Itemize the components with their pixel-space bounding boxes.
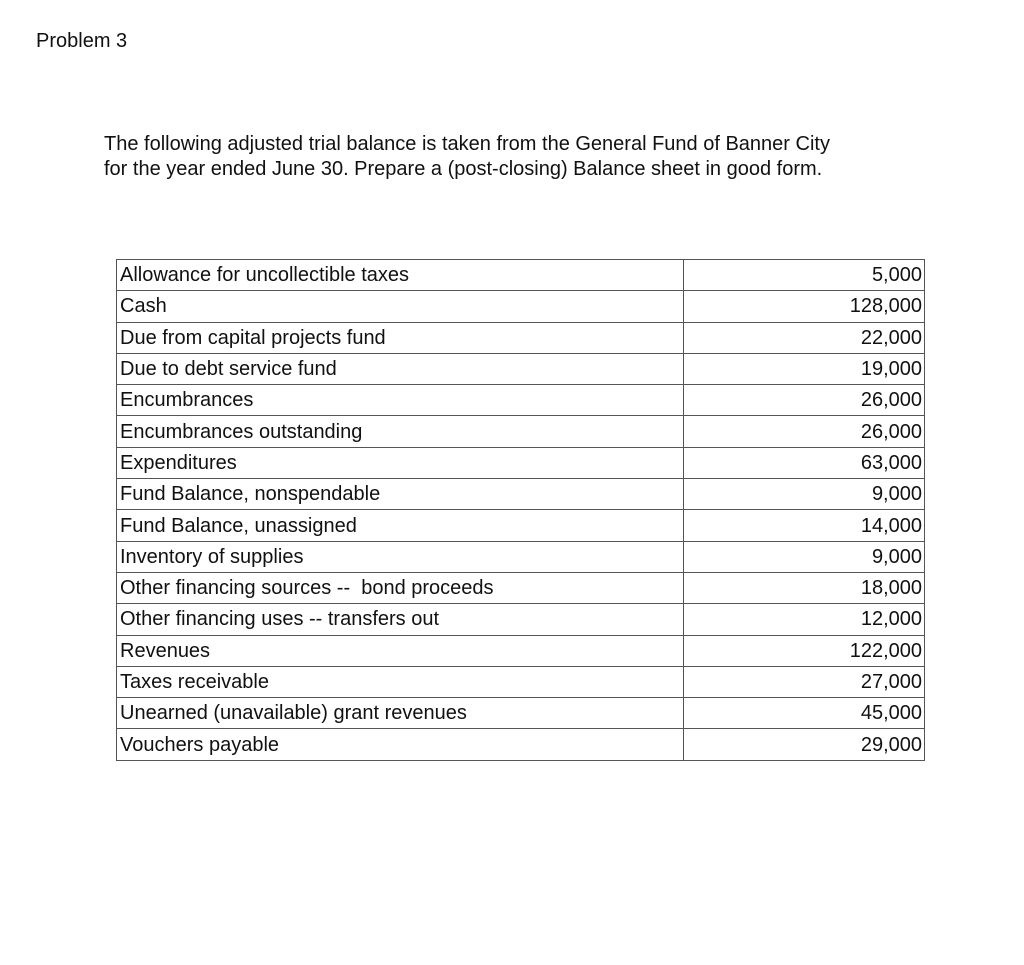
table-row [117,541,925,572]
problem-title: Problem 3 [36,30,128,52]
table-row [117,322,925,353]
amount-cell: 63,000 [684,447,925,478]
instructions-line-1: The following adjusted trial balance is taken from the General Fund of Banner City [104,133,830,155]
trial-balance-table [116,259,925,761]
amount-cell: 45,000 [684,698,925,729]
table-row [117,666,925,697]
amount-cell: 19,000 [684,353,925,384]
table-row [117,385,925,416]
table-row [117,604,925,635]
amount-cell: 26,000 [684,385,925,416]
account-name-cell: Vouchers payable [117,729,684,760]
amount-cell: 18,000 [684,572,925,603]
instructions-line-2: for the year ended June 30. Prepare a (post-closing) Balance sheet in good form. [104,158,823,180]
account-name-cell: Revenues [117,635,684,666]
table-row [117,291,925,322]
table-row [117,447,925,478]
account-name-cell: Due from capital projects fund [117,322,684,353]
account-name-cell: Unearned (unavailable) grant revenues [117,698,684,729]
amount-cell: 122,000 [684,635,925,666]
account-name-cell: Taxes receivable [117,666,684,697]
table-row [117,572,925,603]
table-row [117,353,925,384]
table-row [117,729,925,760]
amount-cell: 14,000 [684,510,925,541]
instructions-paragraph [104,132,964,182]
account-name-cell: Fund Balance, nonspendable [117,479,684,510]
table-row [117,260,925,291]
account-name-cell: Expenditures [117,447,684,478]
amount-cell: 29,000 [684,729,925,760]
account-name-cell: Cash [117,291,684,322]
account-name-cell: Inventory of supplies [117,541,684,572]
table-row [117,698,925,729]
account-name-cell: Other financing uses -- transfers out [117,604,684,635]
table-row [117,416,925,447]
table-row [117,510,925,541]
account-name-cell: Encumbrances outstanding [117,416,684,447]
amount-cell: 9,000 [684,479,925,510]
amount-cell: 22,000 [684,322,925,353]
amount-cell: 128,000 [684,291,925,322]
amount-cell: 5,000 [684,260,925,291]
account-name-cell: Fund Balance, unassigned [117,510,684,541]
amount-cell: 9,000 [684,541,925,572]
amount-cell: 12,000 [684,604,925,635]
account-name-cell: Encumbrances [117,385,684,416]
account-name-cell: Other financing sources -- bond proceeds [117,572,684,603]
amount-cell: 26,000 [684,416,925,447]
trial-balance-body [117,260,925,761]
account-name-cell: Allowance for uncollectible taxes [117,260,684,291]
table-row [117,635,925,666]
amount-cell: 27,000 [684,666,925,697]
table-row [117,479,925,510]
account-name-cell: Due to debt service fund [117,353,684,384]
